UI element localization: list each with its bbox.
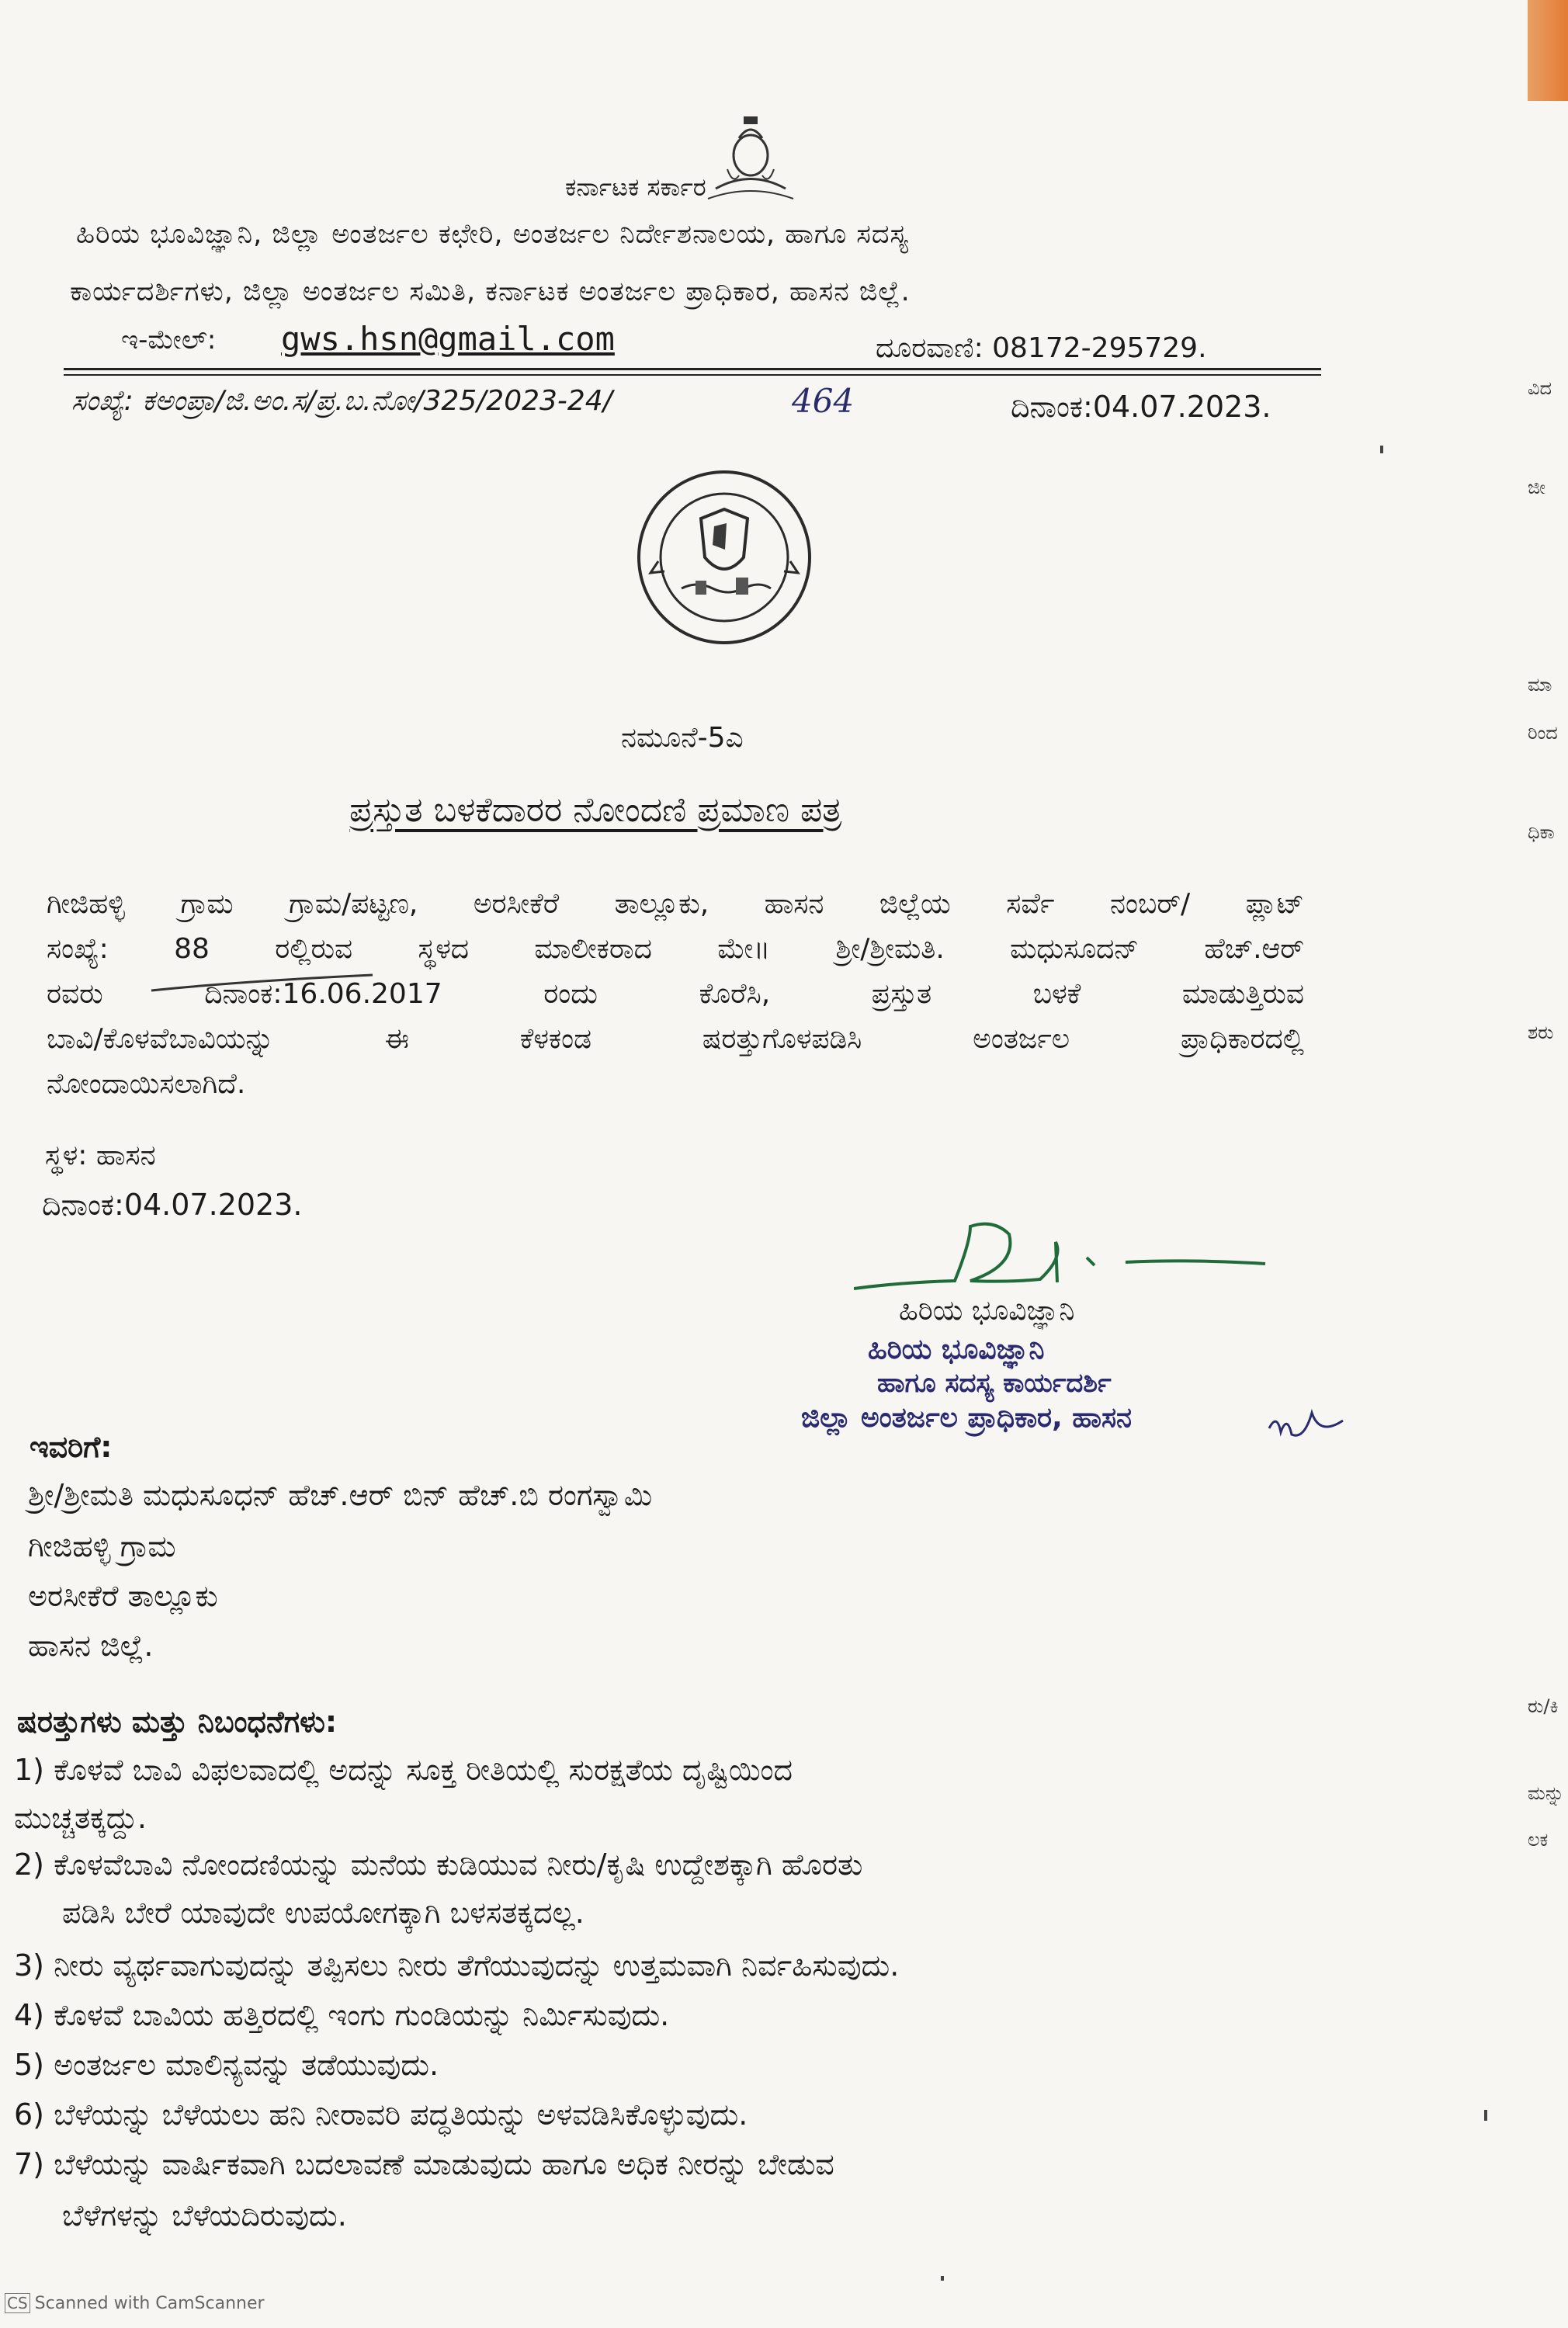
stamp-line-3: ಜಿಲ್ಲಾ ಅಂತರ್ಜಲ ಪ್ರಾಧಿಕಾರ, ಹಾಸನ xyxy=(801,1402,1133,1434)
body-line: ಬಾವಿ/ಕೊಳವೆಬಾವಿಯನ್ನು ಈ ಕೆಳಕಂಡ ಷರತ್ತುಗೊಳಪಡಿಸಿ ಅಂತರ್ಜಲ ಪ್ರಾಧಿಕಾರದಲ್ಲಿ xyxy=(47,1023,1304,1055)
body-line: ನೋಂದಾಯಿಸಲಾಗಿದೆ. xyxy=(47,1068,246,1100)
karnataka-emblem-icon xyxy=(692,115,809,208)
adjacent-page-fragment: ರಿಂದ xyxy=(1528,722,1558,744)
adjacent-page-fragment: ವಿದ xyxy=(1528,377,1552,399)
scan-speck xyxy=(941,2276,944,2281)
conditions-title: ಷರತ್ತುಗಳು ಮತ್ತು ನಿಬಂಧನೆಗಳು: xyxy=(17,1705,338,1739)
scanner-watermark-text: Scanned with CamScanner xyxy=(34,2294,265,2313)
phone-number: ದೂರವಾಣಿ: 08172-295729. xyxy=(876,332,1207,364)
page-edge-strip xyxy=(1528,0,1568,101)
recipient-taluk: ಅರಸೀಕೆರೆ ತಾಲ್ಲೂಕು xyxy=(28,1579,218,1613)
condition-item-continued: ಬೆಳೆಗಳನ್ನು ಬೆಳೆಯದಿರುವುದು. xyxy=(62,2198,347,2233)
adjacent-page-fragment: ಧಿಕಾ xyxy=(1528,821,1555,843)
condition-item: 7) ಬೆಳೆಯನ್ನು ವಾರ್ಷಿಕವಾಗಿ ಬದಲಾವಣೆ ಮಾಡುವುದು ಹಾಗೂ ಅಧಿಕ ನೀರನ್ನು ಬೇಡುವ xyxy=(14,2147,834,2181)
place: ಸ್ಥಳ: ಹಾಸನ xyxy=(45,1140,156,1171)
condition-item: 5) ಅಂತರ್ಜಲ ಮಾಲಿನ್ಯವನ್ನು ತಡೆಯುವುದು. xyxy=(14,2048,439,2082)
scan-speck xyxy=(1484,2110,1487,2121)
camscanner-logo-icon: CS xyxy=(5,2293,30,2313)
recipient-district: ಹಾಸನ ಜಿಲ್ಲೆ. xyxy=(28,1629,154,1663)
condition-item: 2) ಕೊಳವೆಬಾವಿ ನೋಂದಣಿಯನ್ನು ಮನೆಯ ಕುಡಿಯುವ ನೀರು/ಕೃಷಿ ಉದ್ದೇಶಕ್ಕಾಗಿ ಹೊರತು xyxy=(14,1847,863,1882)
signing-date: ದಿನಾಂಕ:04.07.2023. xyxy=(42,1188,303,1222)
condition-item: 6) ಬೆಳೆಯನ್ನು ಬೆಳೆಯಲು ಹನಿ ನೀರಾವರಿ ಪದ್ಧತಿಯನ್ನು ಅಳವಡಿಸಿಕೊಳ್ಳುವುದು. xyxy=(14,2097,748,2132)
recipient-village: ಗೀಜಿಹಳ್ಳಿ ಗ್ರಾಮ xyxy=(28,1529,176,1563)
groundwater-authority-seal-icon xyxy=(627,464,821,651)
condition-item-continued: ಪಡಿಸಿ ಬೇರೆ ಯಾವುದೇ ಉಪಯೋಗಕ್ಕಾಗಿ ಬಳಸತಕ್ಕದಲ್ಲ. xyxy=(62,1896,585,1930)
certificate-title: ಪ್ರಸ್ತುತ ಬಳಕೆದಾರರ ನೋಂದಣಿ ಪ್ರಮಾಣ ಪತ್ರ xyxy=(349,790,842,830)
reference-number: ಸಂಖ್ಯೆ: ಕಅಂಪ್ರಾ/ಜಿ.ಅಂ.ಸ/ಪ್ರ.ಬ.ನೋ/325/2023-24/ xyxy=(71,385,612,417)
adjacent-page-fragment: ಜೀ xyxy=(1528,477,1546,498)
adjacent-page-fragment: ಲಕ xyxy=(1528,1829,1549,1851)
handwritten-underline-mark xyxy=(147,967,380,998)
email-label: ಇ-ಮೇಲ್: xyxy=(121,324,217,356)
body-line: ಗೀಜಿಹಳ್ಳಿ ಗ್ರಾಮ ಗ್ರಾಮ/ಪಟ್ಟಣ, ಅರಸೀಕೆರೆ ತಾಲ್ಲೂಕು, ಹಾಸನ ಜಿಲ್ಲೆಯ ಸರ್ವೆ ನಂಬರ್/ ಪ್ಲಾಟ್ xyxy=(47,888,1304,920)
recipient-name: ಶ್ರೀ/ಶ್ರೀಮತಿ ಮಧುಸೂಧನ್ ಹೆಚ್.ಆರ್ ಬಿನ್ ಹೆಚ್.ಬಿ ರಂಗಸ್ವಾಮಿ xyxy=(28,1478,653,1512)
adjacent-page-fragment: ಮನ್ನು xyxy=(1528,1782,1565,1804)
office-address-line-2: ಕಾರ್ಯದರ್ಶಿಗಳು, ಜಿಲ್ಲಾ ಅಂತರ್ಜಲ ಸಮಿತಿ, ಕರ್ನಾಟಕ ಅಂತರ್ಜಲ ಪ್ರಾಧಿಕಾರ, ಹಾಸನ ಜಿಲ್ಲೆ. xyxy=(70,276,911,307)
body-line: ಸಂಖ್ಯೆ: 88 ರಲ್ಲಿರುವ ಸ್ಥಳದ ಮಾಲೀಕರಾದ ಮೇ॥ ಶ್ರೀ/ಶ್ರೀಮತಿ. ಮಧುಸೂದನ್ ಹೆಚ್.ಆರ್ xyxy=(47,933,1304,965)
office-address-line-1: ಹಿರಿಯ ಭೂವಿಜ್ಞಾನಿ, ಜಿಲ್ಲಾ ಅಂತರ್ಜಲ ಕಛೇರಿ, ಅಂತರ್ಜಲ ನಿರ್ದೇಶನಾಲಯ, ಹಾಗೂ ಸದಸ್ಯ xyxy=(76,219,909,250)
signatory-designation: ಹಿರಿಯ ಭೂವಿಜ್ಞಾನಿ xyxy=(899,1295,1075,1327)
header-divider-double xyxy=(64,374,1321,376)
body-line: ರವರು ದಿನಾಂಕ:16.06.2017 ರಂದು ಕೊರೆಸಿ, ಪ್ರಸ್ತುತ ಬಳಕೆ ಮಾಡುತ್ತಿರುವ xyxy=(47,978,1304,1010)
stamp-line-2: ಹಾಗೂ ಸದಸ್ಯ ಕಾರ್ಯದರ್ಶಿ xyxy=(877,1368,1112,1399)
recipient-label: ಇವರಿಗೆ: xyxy=(29,1430,113,1464)
form-number: ನಮೂನೆ-5ಎ xyxy=(621,722,744,754)
scanner-watermark xyxy=(5,2293,265,2313)
government-name: ಕರ್ನಾಟಕ ಸರ್ಕಾರ xyxy=(565,172,706,202)
email-address: gws.hsn@gmail.com xyxy=(281,320,615,358)
header-divider xyxy=(64,368,1321,370)
adjacent-page-fragment: ಮಾ xyxy=(1528,674,1552,696)
condition-item: 1) ಕೊಳವೆ ಬಾವಿ ವಿಫಲವಾದಲ್ಲಿ ಅದನ್ನು ಸೂಕ್ತ ರೀತಿಯಲ್ಲಿ ಸುರಕ್ಷತೆಯ ದೃಷ್ಟಿಯಿಂದ xyxy=(14,1753,793,1787)
adjacent-page-fragment: ಶರು xyxy=(1528,1022,1554,1043)
condition-item: 4) ಕೊಳವೆ ಬಾವಿಯ ಹತ್ತಿರದಲ್ಲಿ ಇಂಗು ಗುಂಡಿಯನ್ನು ನಿರ್ಮಿಸುವುದು. xyxy=(14,1998,670,2032)
issue-date: ದಿನಾಂಕ:04.07.2023. xyxy=(1011,390,1271,424)
condition-item: 3) ನೀರು ವ್ಯರ್ಥವಾಗುವುದನ್ನು ತಪ್ಪಿಸಲು ನೀರು ತೆಗೆಯುವುದನ್ನು ಉತ್ತಮವಾಗಿ ನಿರ್ವಹಿಸುವುದು. xyxy=(14,1948,900,1983)
initials-mark xyxy=(1265,1405,1351,1444)
reference-handwritten-number: 464 xyxy=(792,382,855,420)
adjacent-page-fragment: ರು/ಕಿ xyxy=(1528,1695,1559,1717)
stamp-line-1: ಹಿರಿಯ ಭೂವಿಜ್ಞಾನಿ xyxy=(868,1334,1045,1365)
condition-item-continued: ಮುಚ್ಚತಕ್ಕದ್ದು. xyxy=(14,1801,147,1835)
scan-speck xyxy=(1380,446,1383,453)
